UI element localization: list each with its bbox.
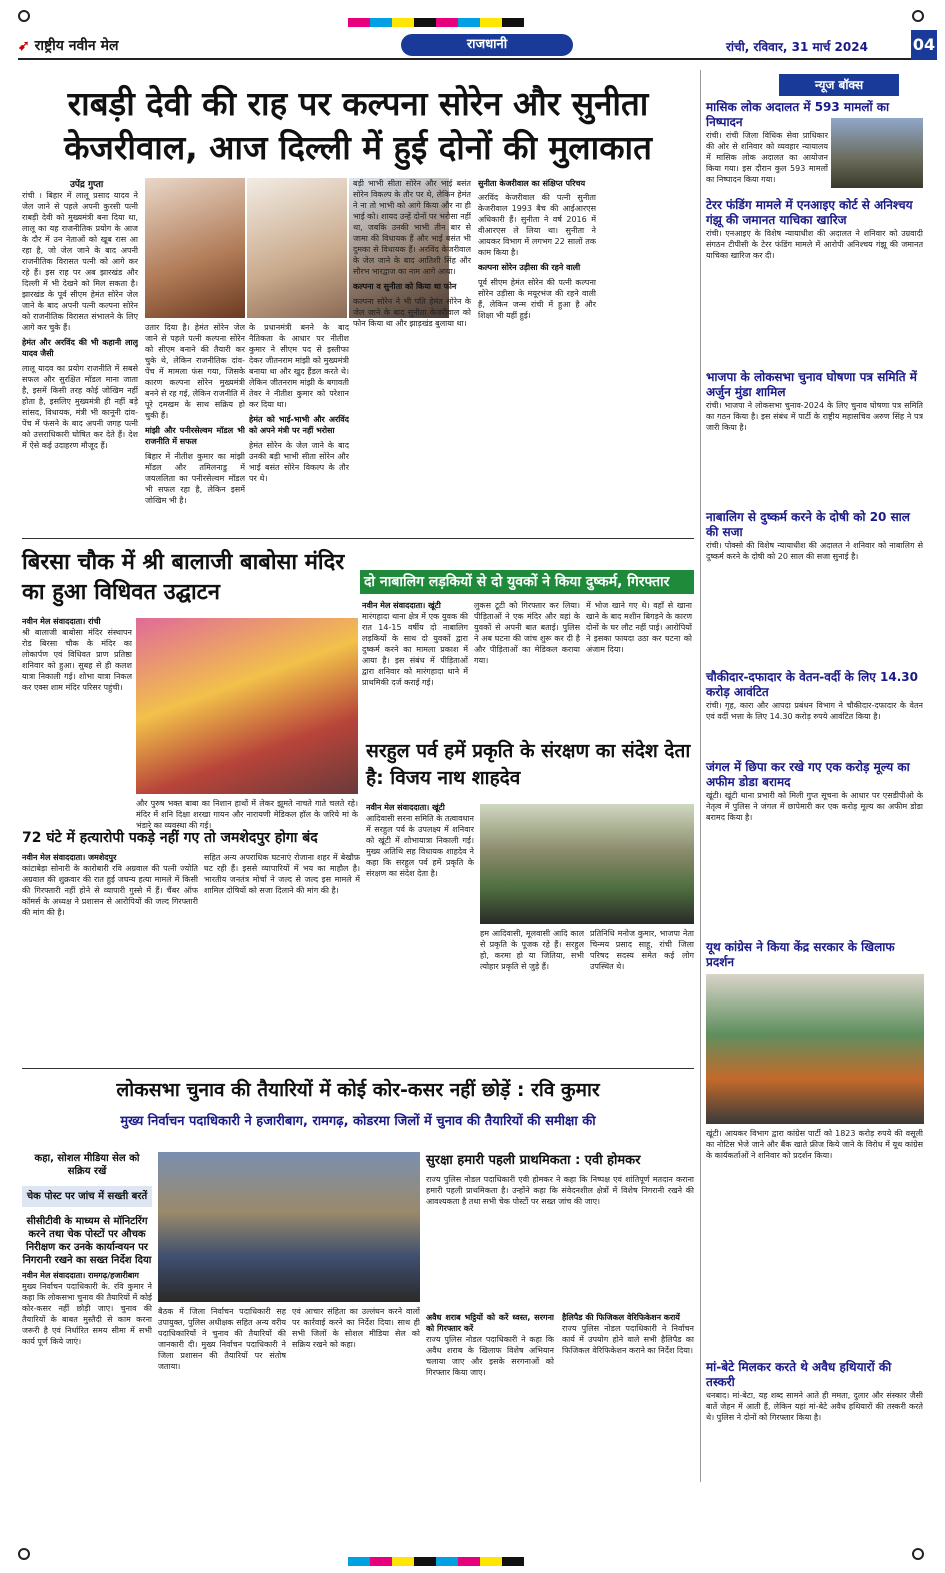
- photo-sarhul: [480, 804, 694, 924]
- color-swatch: [392, 18, 414, 27]
- lead-headline: [22, 82, 694, 170]
- security-sub-b: हैलिपैड की फिजिकल वेरिफिकेशन करायें राज्य पुलिस नोडल पदाधिकारी ने निर्वाचन कार्य में उपयोग होने वाले सभी हैलिपैड का फिजिकल वेरिफिकेशन कराने का निर्देश दिया।: [562, 1313, 694, 1355]
- lok-sabha-col1: नवीन मेल संवाददाता। रामगढ़/हजारीबाग मुख्य निर्वाचन पदाधिकारी के. रवि कुमार ने कहा कि लोकसभा चुनाव की तैयारियों में कोई कोर-कसर नहीं छोड़ी जाए। चुनाव की तैयारियों के बाबत मुस्तैदी से काम करना जरूरी है एवं निर्धारित समय सीमा में सभी कार्य पूर्ण किये जाएं।: [22, 1271, 152, 1346]
- news-box-t1: रांची। रांची जिला विधिक सेवा प्राधिकार की ओर से शनिवार को व्यवहार न्यायालय में मासिक लोक अदालत का आयोजन किया गया। इस दौरान कुल 593 मामलों का निष्पादन किया गया।: [706, 131, 828, 184]
- photo-birsa-temple: [136, 618, 358, 794]
- registration-mark: [18, 10, 30, 22]
- footer-bar: [18, 1548, 928, 1564]
- photo-court: [831, 118, 923, 188]
- security-headline: सुरक्षा हमारी पहली प्राथमिकता : एवी होमकर: [426, 1153, 641, 1168]
- photo-kalpana-soren: [145, 178, 245, 318]
- lead-col1-subhead: हेमंत और अरविंद की भी कहानी लालू यादव जैसी: [22, 338, 138, 358]
- color-swatch: [370, 1557, 392, 1566]
- news-box-t4: रांची। पोक्सो की विशेष न्यायाधीश की अदालत ने शनिवार को नाबालिग से दुष्कर्म करने के दोषी को 20 साल की सजा सुनाई है।: [706, 541, 923, 561]
- jamshedpur-headline: 72 घंटे में हत्यारोपी पकड़े नहीं गए तो जमशेदपुर होगा बंद: [22, 830, 318, 846]
- news-box-t3: रांची। भाजपा ने लोकसभा चुनाव-2024 के लिए चुनाव घोषणा पत्र समिति का गठन किया है। इस संबंध में पार्टी के राष्ट्रीय महासचिव अरुण सिंह ने पत्र जारी किया है।: [706, 401, 923, 432]
- color-swatch: [502, 18, 524, 27]
- jamshedpur-col2: सहित अन्य अपराधिक घटनाएं रोजाना शहर में बेखौफ़ घट रही हैं। इससे व्यापारियों में भय का माहौल है। भारतीय जनतंत्र मोर्चा ने जल्द से जल्द इस मामले में शामिल दोषियों को सजा दिलाने की मांग की है।: [204, 853, 360, 895]
- section-name: राजधानी: [466, 37, 508, 52]
- news-box: [700, 70, 928, 1482]
- color-swatch: [348, 18, 370, 27]
- lead-col5: सुनीता केजरीवाल का संक्षिप्त परिचय अरविंद केजरीवाल की पत्नी सुनीता केजरीवाल 1993 बैच की आईआरएस अधिकारी हैं। सुनीता ने वर्ष 2016 में वीआरएस ले लिया था। सुनीता ने आयकर विभाग में लगभग 22 सालों तक काम किया है। कल्पना सोरेन उड़ीसा की रहने वाली पूर्व सीएम हेमंत सोरेन की पत्नी कल्पना सोरेन उड़ीसा के मयूरभंज की रहने वाली हैं, लेकिन जन्म रांची में हुआ है और शिक्षा भी यहीं हुई।: [478, 179, 596, 320]
- lead-col4: बड़ी भाभी सीता सोरेन और भाई बसंत सोरेन विकल्प के तौर पर थे, लेकिन हेमंत ने ना तो भाभी को आगे किया और ना ही भाई को। शायद उन्हें दोनों पर भरोसा नहीं था, जबकि उनकी भाभी तीन बार से जामा की विधायक हैं और भाई बसंत भी दुमका से विधायक हैं। अरविंद केजरीवाल के जेल जाने के बाद आतिशी सिंह और सौरभ भारद्वाज का नाम आगे आया। कल्पना व सुनीता को किया था फोन कल्पना सोरेन ने भी पति हेमंत सोरेन के जेल जाने के बाद सुनीता केजरीवाल को फोन किया था और झाड़खंड बुलाया था।: [353, 179, 471, 328]
- lead-col3: के प्रधानमंत्री बनने के बाद नैतिकता के आधार पर नीतीश कुमार ने सीएम पद से इस्तीफा देकर जीतनराम मांझी को मुख्यमंत्री बनाया था और खुद हैंडल करते थे। लेकिन जीतनराम मांझी के बगावती तेवर ने नीतीश कुमार को परेशान कर दिया था। हेमंत को भाई-भाभी और अरविंद को अपने मंत्री पर नहीं भरोसा हेमंत सोरेन के जेल जाने के बाद उनकी बड़ी भाभी सीता सोरेन और भाई बसंत सोरेन विकल्प के तौर पर थे।: [249, 323, 349, 483]
- lok-sabha-rule: [22, 1068, 694, 1069]
- news-box-h3: भाजपा के लोकसभा चुनाव घोषणा पत्र समिति में अर्जुन मुंडा शामिल: [706, 370, 917, 399]
- sarhul-headline: सरहुल पर्व हमें प्रकृति के संरक्षण का संदेश देता है: विजय नाथ शाहदेव: [366, 740, 691, 789]
- lok-sabha-sidebar: [22, 1152, 152, 1267]
- color-swatch: [348, 1557, 370, 1566]
- news-box-t5: रांची। गृह, कारा और आपदा प्रबंधन विभाग ने चौकीदार-दफादार के वेतन एवं वर्दी भत्ता के लिए 14.30 करोड़ रुपये आवंटित किया है।: [706, 701, 923, 721]
- lok-sabha-side1: कहा, सोशल मीडिया सेल को सक्रिय रखें: [34, 1153, 140, 1177]
- lok-sabha-side2: चेक पोस्ट पर जांच में सख्ती बरतें: [22, 1186, 152, 1207]
- color-swatch: [414, 18, 436, 27]
- security-sub-a: अवैध शराब भट्ठियों को करें ध्वस्त, सरगना को गिरफ्तार करें राज्य पुलिस नोडल पदाधिकारी ने कहा कि अवैध शराब के खिलाफ विशेष अभियान चलाया जाए और इसके सरगनाओं को गिरफ्तार किया जाए।: [426, 1313, 554, 1377]
- lead-rule: [22, 538, 694, 539]
- color-swatch: [370, 18, 392, 27]
- minor-case-headline: दो नाबालिग लड़कियों से दो युवकों ने किया दुष्कर्म, गिरफ्तार: [360, 570, 694, 594]
- news-box-t2: रांची। एनआइए के विशेष न्यायाधीश की अदालत ने शनिवार को उग्रवादी संगठन टीपीसी के टेरर फंडिंग मामले में आरोपी अनिश्चय गंझू की जमानत याचिका खारिज कर दी।: [706, 229, 923, 260]
- photo-rabri-devi: [247, 178, 347, 318]
- news-box-h6: जंगल में छिपा कर रखे गए एक करोड़ मूल्य का अफीम डोडा बरामद: [706, 760, 910, 789]
- birsa-dateline: नवीन मेल संवाददाता। रांची: [22, 617, 101, 626]
- lead-col5-subhead2: कल्पना सोरेन उड़ीसा की रहने वाली: [478, 263, 581, 272]
- lead-col2-subhead: मांझी और पनीरसेल्वम मॉडल भी राजनीति में सफल: [145, 426, 245, 446]
- color-swatch: [392, 1557, 414, 1566]
- news-box-h2: टेरर फंडिंग मामले में एनआइए कोर्ट से अनिश्चय गंझू की जमानत याचिका खारिज: [706, 198, 913, 227]
- sarhul-col2: हम आदिवासी, मूलवासी आदि काल से प्रकृति के पूजक रहे हैं। सरहुल हो, करमा हो या जितिया, सभी त्योहार प्रकृति से जुड़े हैं।: [480, 929, 584, 971]
- lead-byline: उपेंद्र गुप्ता: [70, 180, 104, 190]
- minor-case-col2: लुकस टूटी को गिरफ्तार कर लिया। पीड़िताओं ने एक मंदिर और वहां के युवकों से अपनी बात बताई। पुलिस ने अब घटना की जांच शुरू कर दी है और पीड़िताओं का मेडिकल कराया गया।: [474, 601, 580, 665]
- registration-mark: [912, 10, 924, 22]
- lok-sabha-subhead: मुख्य निर्वाचन पदाधिकारी ने हजारीबाग, रामगढ़, कोडरमा जिलों में चुनाव की तैयारियों की समीक्षा की: [120, 1114, 596, 1129]
- registration-mark: [18, 1548, 30, 1560]
- footer-color-swatches: [348, 1551, 524, 1570]
- lead-col4-subhead: कल्पना व सुनीता को किया था फोन: [353, 282, 457, 291]
- color-swatch: [458, 18, 480, 27]
- lead-col5-subhead1: सुनीता केजरीवाल का संक्षिप्त परिचय: [478, 179, 586, 188]
- color-swatch: [480, 18, 502, 27]
- lok-sabha-side3: सीसीटीवी के माध्यम से मॉनिटरिंग करने तथा चेक पोस्टों पर औचक निरीक्षण कर उनके कार्यान्वयन पर निगरानी रखने का सख्त निर्देश दिया: [22, 1216, 152, 1266]
- news-box-t6: खूंटी। खूंटी थाना प्रभारी को मिली गुप्त सूचना के आधार पर एसडीपीओ के नेतृत्व में पुलिस ने जंगल में छापेमारी कर एक करोड़ मूल्य का अफीम डोडा बरामद किया है।: [706, 791, 923, 822]
- color-swatch: [436, 18, 458, 27]
- lead-col3-subhead: हेमंत को भाई-भाभी और अरविंद को अपने मंत्री पर नहीं भरोसा: [249, 415, 349, 435]
- registration-mark: [912, 1548, 924, 1560]
- security-sub-b-title: हैलिपैड की फिजिकल वेरिफिकेशन करायें: [562, 1313, 680, 1322]
- birsa-body: नवीन मेल संवाददाता। रांची श्री बालाजी बाबोसा मंदिर संस्थापन रोड बिरसा चौक के मंदिर का लोकार्पण एवं विधिवत प्राण प्रतिष्ठा शनिवार को हुआ। सुबह से ही कलश यात्रा निकाली गई। शोभा यात्रा निकल कर एक्स शाम मंदिर परिसर पहुंची।: [22, 617, 132, 692]
- sarhul-col3: प्रतिनिधि मनोज कुमार, भाजपा नेता चिन्मय प्रसाद साहू, रांची जिला परिषद सदस्य समेत कई लोग उपस्थित थे।: [590, 929, 694, 971]
- section-label: [401, 34, 573, 56]
- news-box-title: न्यूज बॉक्स: [779, 74, 899, 96]
- news-box-t8: धनबाद। मां-बेटा, यह शब्द सामने आते ही ममता, दुलार और संस्कार जैसी बातें जेहन में आती हैं, लेकिन यहां मां-बेटे अवैध हथियारों की तस्करी करते थे। पुलिस ने दोनों को गिरफ्तार किया है।: [706, 1391, 923, 1422]
- bird-icon: ➹: [18, 38, 30, 54]
- sarhul-col1: नवीन मेल संवाददाता। खूंटी आदिवासी सरना समिति के तत्वावधान में सरहुल पर्व के उपलक्ष्य में शनिवार को खूंटी में शोभायात्रा निकाली गई। मुख्य अतिथि सह विधायक शाहदेव ने कहा कि सरहुल पर्व हमें प्रकृति के संरक्षण का संदेश देता है।: [366, 803, 474, 878]
- jamshedpur-col1: नवीन मेल संवाददाता। जमशेदपुर कांटाबेड़ा सोनारी के कारोबारी रवि अग्रवाल की पत्नी ज्योति अग्रवाल की शुक्रवार की रात हुई जघन्य हत्या मामले में किसी की गिरफ्तारी नहीं होने से व्यापारी गुस्से में हैं। चैंबर ऑफ कॉमर्स के अध्यक्ष ने प्रशासन से आरोपियों की जल्द गिरफ्तारी की मांग की है।: [22, 853, 198, 917]
- color-swatch: [502, 1557, 524, 1566]
- paper-name: राष्ट्रीय नवीन मेल: [34, 38, 119, 54]
- paper-logo: [18, 36, 118, 55]
- color-swatches: [348, 12, 524, 31]
- lead-headline-line1: राबड़ी देवी की राह पर कल्पना सोरेन और सुनीता: [67, 84, 649, 123]
- color-swatch: [414, 1557, 436, 1566]
- dateline: रांची, रविवार, 31 मार्च 2024: [726, 40, 868, 54]
- lok-sabha-col3: एवं आचार संहिता का उल्लंघन करने वालों पर कार्रवाई करने का निर्देश दिया। साथ ही सभी जिलों के सोशल मीडिया सेल को सक्रिय रखने को कहा।: [292, 1307, 420, 1349]
- news-box-h7: यूथ कांग्रेस ने किया केंद्र सरकार के खिलाफ प्रदर्शन: [706, 940, 895, 969]
- security-body: राज्य पुलिस नोडल पदाधिकारी एवी होमकर ने कहा कि निष्पक्ष एवं शांतिपूर्ण मतदान कराना हमारी पहली प्राथमिकता है। उन्होंने कहा कि संवेदनशील क्षेत्रों में विशेष निगरानी रखने की आवश्यकता है तथा सभी चेक पोस्टों पर सख्त जांच की जाए।: [426, 1175, 694, 1206]
- photo-youth-congress: [706, 974, 924, 1124]
- news-box-h8: मां-बेटे मिलकर करते थे अवैध हथियारों की तस्करी: [706, 1360, 892, 1389]
- birsa-caption: और पुरुष भक्त बाबा का निशान हाथों में लेकर झूमते नाचते गाते चलते रहे। मंदिर में शनि दिक्षा शरखा गायन और नारायणी मेडिकल हॉल के जरिये मां के भंडारे का व्यवस्था की गई।: [136, 799, 358, 830]
- color-swatch: [436, 1557, 458, 1566]
- sarhul-dateline: नवीन मेल संवाददाता। खूंटी: [366, 803, 445, 812]
- minor-case-dateline: नवीन मेल संवाददाता। खूंटी: [362, 601, 441, 610]
- lok-sabha-col2: बैठक में जिला निर्वाचन पदाधिकारी सह उपायुक्त, पुलिस अधीक्षक सहित अन्य वरीय पदाधिकारियों ने चुनाव की तैयारियों की जानकारी दी। मुख्य निर्वाचन पदाधिकारी ने जिला प्रशासन की तैयारियों पर संतोष जताया।: [158, 1307, 286, 1371]
- top-color-bar: [18, 8, 928, 26]
- lok-sabha-headline: लोकसभा चुनाव की तैयारियों में कोई कोर-कसर नहीं छोड़ें : रवि कुमार: [116, 1079, 600, 1101]
- news-box-h4: नाबालिग से दुष्कर्म करने के दोषी को 20 साल की सजा: [706, 510, 910, 539]
- page-number: 04: [911, 30, 937, 60]
- news-box-h5: चौकीदार-दफादार के वेतन-वर्दी के लिए 14.30 करोड़ आवंटित: [706, 670, 919, 699]
- lead-col1: रांची । बिहार में लालू प्रसाद यादव ने जेल जाने से पहले अपनी कुरसी पत्नी राबड़ी देवी को मुख्यमंत्री बना दिया था, लालू का यह राजनीतिक प्रयोग के आज के दौर में उन नेताओं को खूब रास आ रहा है, जो जेल जाने के बाद अपनी राजनीतिक विरासत पत्नी को आगे कर रहे हैं। इस राह पर अब झारखंड और दिल्ली में भी देखने को मिल सकता है। झारखंड के पूर्व सीएम हेमंत सोरेन जेल जाने के बाद अपनी पत्नी कल्पना सोरेन को राजनीतिक विरासत संभालने के लिए आगे कर चुके हैं। हेमंत और अरविंद की भी कहानी लालू यादव जैसी लालू यादव का प्रयोग राजनीति में सबसे सफल और सुरक्षित मॉडल माना जाता है, इसमें किसी तरह कोई जोखिम नहीं होता है, इसलिए मुख्यमंत्री ही नहीं बड़े सांसद, विधायक, मंत्री भी कानूनी दांव-पेंच में फंसने के बाद अपनी जगह पत्नी को उत्तराधिकारी घोषित कर देते हैं। देश में ऐसे कई उदाहरण मौजूद हैं।: [22, 191, 138, 450]
- jamshedpur-dateline: नवीन मेल संवाददाता। जमशेदपुर: [22, 853, 117, 862]
- masthead: [18, 34, 936, 60]
- news-box-h1: मासिक लोक अदालत में 593 मामलों का निष्पादन: [706, 100, 890, 129]
- security-sub-a-title: अवैध शराब भट्ठियों को करें ध्वस्त, सरगना को गिरफ्तार करें: [426, 1313, 554, 1333]
- photo-lok-sabha-meeting: [158, 1152, 420, 1302]
- birsa-headline: बिरसा चौक में श्री बालाजी बाबोसा मंदिर का हुआ विधिवत उद्घाटन: [22, 550, 345, 605]
- minor-case-col1: नवीन मेल संवाददाता। खूंटी मारंगहादा थाना क्षेत्र में एक युवक की रात 14-15 वर्षीय दो नाबालिग लड़कियों के साथ दो युवकों द्वारा दुष्कर्म करने का मामला प्रकाश में आया है। इस संबंध में पीड़िताओं द्वारा शनिवार को मारंगहादा थाने में प्राथमिकी दर्ज कराई गई।: [362, 601, 468, 687]
- lead-col2: उतार दिया है। हेमंत सोरेन जेल जाने से पहले पत्नी कल्पना सोरेन को सीएम बनाने की तैयारी कर चुके थे, लेकिन राजनीतिक दांव-पेंच में मामला फंस गया, जिसके कारण कल्पना सोरेन मुख्यमंत्री बनने से रह गई, लेकिन राजनीति में पूरे दमखम के साथ सक्रिय हो चुकी हैं। मांझी और पनीरसेल्वम मॉडल भी राजनीति में सफल बिहार में नीतीश कुमार का मांझी मॉडल और तमिलनाडु में जयललिता का पनीरसेल्वम मॉडल भी सफल रहा है, लेकिन इसमें जोखिम भी है।: [145, 323, 245, 505]
- color-swatch: [458, 1557, 480, 1566]
- lead-headline-line2: केजरीवाल, आज दिल्ली में हुई दोनों की मुलाकात: [64, 128, 652, 167]
- minor-case-col3: में भोज खाने गए थे। वहाँ से खाना खाने के बाद मशीन बिगड़ने के कारण दोनों के घर लौट नहीं पाई। आरोपियों ने इसका फायदा उठा कर घटना को अंजाम दिया।: [586, 601, 692, 654]
- news-box-t7: खूंटी। आयकर विभाग द्वारा कांग्रेस पार्टी को 1823 करोड़ रुपये की वसूली का नोटिस भेजे जाने और बैंक खाते फ्रीज किये जाने के विरोध में यूथ कांग्रेस के कार्यकर्ताओं ने शनिवार को प्रदर्शन किया।: [706, 1129, 923, 1160]
- color-swatch: [480, 1557, 502, 1566]
- lok-sabha-dateline: नवीन मेल संवाददाता। रामगढ़/हजारीबाग: [22, 1271, 139, 1280]
